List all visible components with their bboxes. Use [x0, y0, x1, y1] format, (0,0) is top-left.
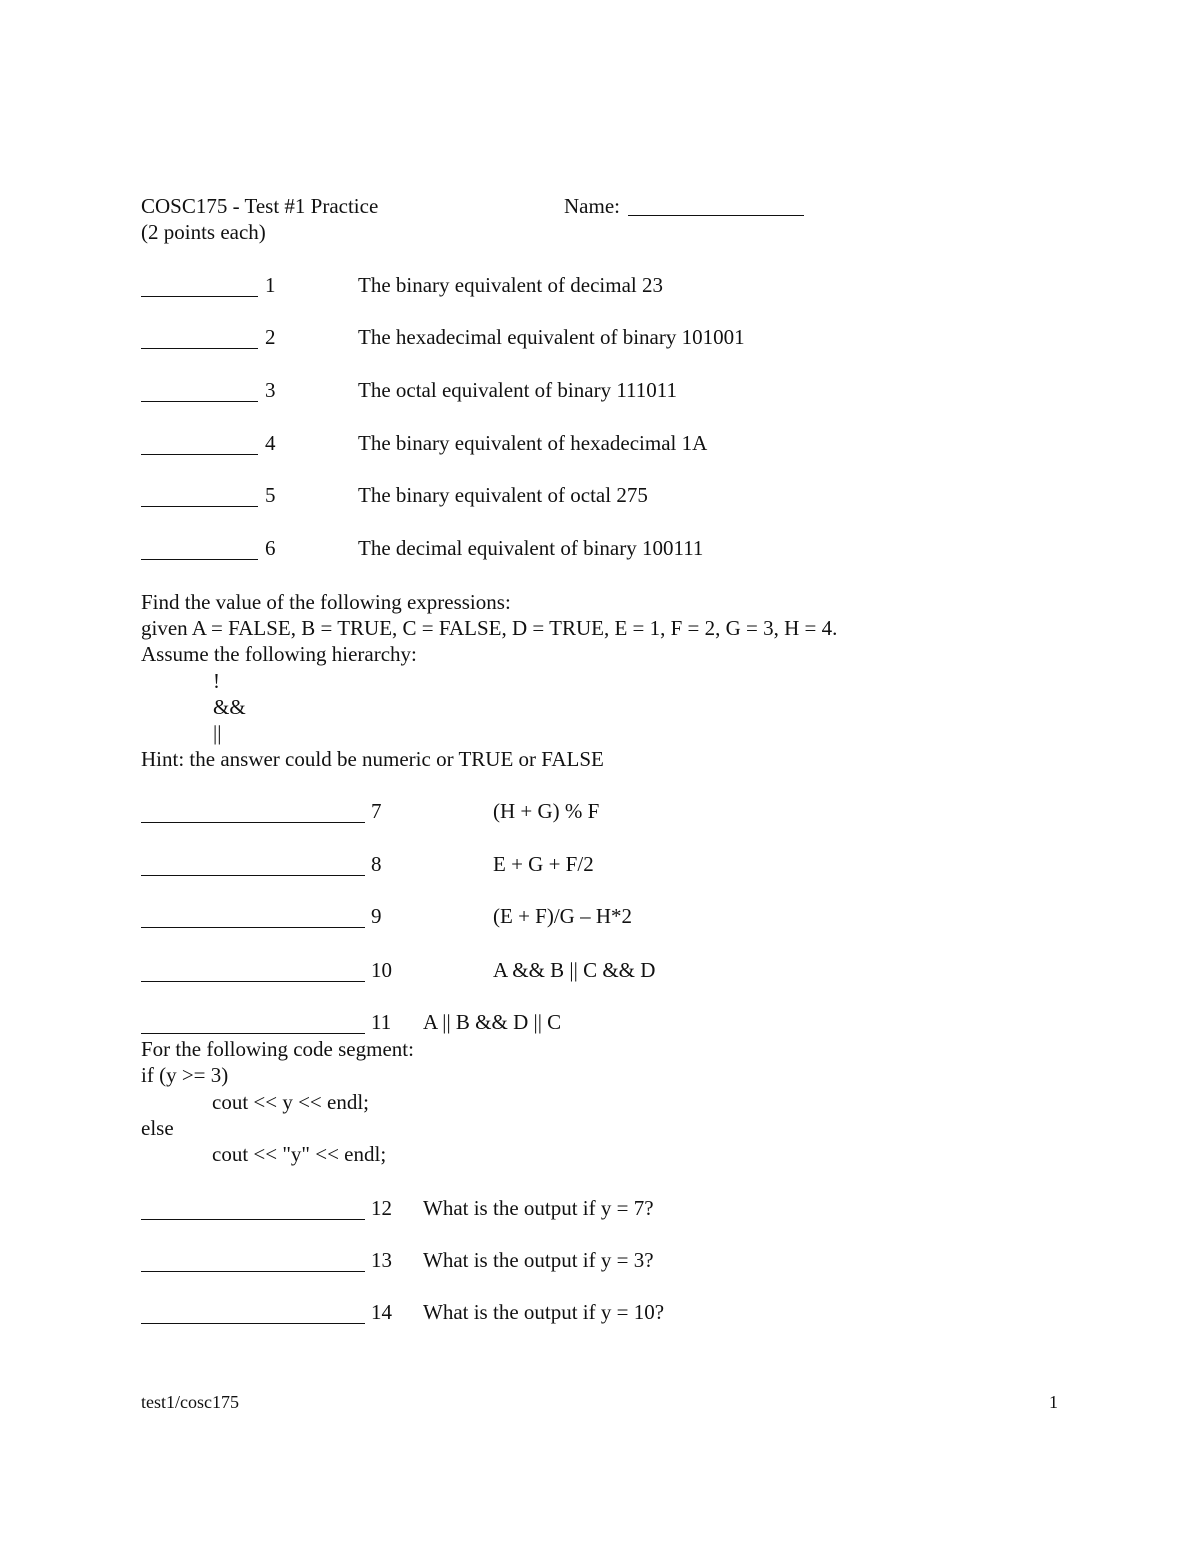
- answer-blank-14[interactable]: [141, 1323, 365, 1324]
- answer-blank-4[interactable]: [141, 454, 258, 455]
- question-text: What is the output if y = 7?: [423, 1196, 654, 1220]
- answer-blank-12[interactable]: [141, 1219, 365, 1220]
- question-number: 4: [265, 431, 276, 455]
- answer-blank-6[interactable]: [141, 559, 258, 560]
- code-line: cout << "y" << endl;: [212, 1142, 387, 1166]
- answer-blank-10[interactable]: [141, 981, 365, 982]
- code-line: if (y >= 3): [141, 1063, 229, 1087]
- hierarchy-intro: Assume the following hierarchy:: [141, 642, 417, 666]
- question-number: 5: [265, 483, 276, 507]
- answer-blank-9[interactable]: [141, 927, 365, 928]
- hierarchy-and: &&: [213, 695, 246, 719]
- expression-text: (E + F)/G – H*2: [493, 904, 633, 928]
- question-number: 6: [265, 536, 276, 560]
- question-number: 8: [371, 852, 382, 876]
- answer-blank-13[interactable]: [141, 1271, 365, 1272]
- given-values: given A = FALSE, B = TRUE, C = FALSE, D = TRUE, E = 1, F = 2, G = 3, H = 4.: [141, 616, 838, 640]
- expression-text: (H + G) % F: [493, 799, 600, 823]
- question-number: 7: [371, 799, 382, 823]
- question-number: 3: [265, 378, 276, 402]
- question-number: 12: [371, 1196, 392, 1220]
- question-text: The binary equivalent of decimal 23: [358, 273, 663, 297]
- question-text: The binary equivalent of octal 275: [358, 483, 648, 507]
- code-intro: For the following code segment:: [141, 1037, 414, 1061]
- question-number: 9: [371, 904, 382, 928]
- page-title: COSC175 - Test #1 Practice: [141, 194, 379, 218]
- expression-text: A && B || C && D: [493, 958, 656, 982]
- question-number: 13: [371, 1248, 392, 1272]
- expression-text: E + G + F/2: [493, 852, 594, 876]
- page-number: 1: [1049, 1392, 1058, 1412]
- question-text: The octal equivalent of binary 111011: [358, 378, 677, 402]
- answer-blank-8[interactable]: [141, 875, 365, 876]
- answer-blank-1[interactable]: [141, 296, 258, 297]
- answer-blank-3[interactable]: [141, 401, 258, 402]
- answer-blank-5[interactable]: [141, 506, 258, 507]
- question-number: 11: [371, 1010, 392, 1034]
- expression-text: A || B && D || C: [423, 1010, 562, 1034]
- answer-blank-2[interactable]: [141, 348, 258, 349]
- name-label: Name:: [564, 194, 620, 218]
- question-text: What is the output if y = 3?: [423, 1248, 654, 1272]
- question-number: 1: [265, 273, 276, 297]
- hierarchy-not: !: [213, 669, 220, 693]
- question-text: What is the output if y = 10?: [423, 1300, 665, 1324]
- question-text: The decimal equivalent of binary 100111: [358, 536, 704, 560]
- question-number: 2: [265, 325, 276, 349]
- answer-blank-11[interactable]: [141, 1033, 365, 1034]
- footer-filename: test1/cosc175: [141, 1392, 239, 1412]
- name-blank[interactable]: [628, 215, 804, 216]
- answer-blank-7[interactable]: [141, 822, 365, 823]
- question-text: The hexadecimal equivalent of binary 101001: [358, 325, 745, 349]
- question-text: The binary equivalent of hexadecimal 1A: [358, 431, 708, 455]
- expressions-intro: Find the value of the following expressions:: [141, 590, 511, 614]
- question-number: 14: [371, 1300, 392, 1324]
- hierarchy-or: ||: [213, 721, 222, 745]
- hint: Hint: the answer could be numeric or TRUE or FALSE: [141, 747, 604, 771]
- question-number: 10: [371, 958, 392, 982]
- points-note: (2 points each): [141, 220, 266, 244]
- code-line: else: [141, 1116, 174, 1140]
- code-line: cout << y << endl;: [212, 1090, 370, 1114]
